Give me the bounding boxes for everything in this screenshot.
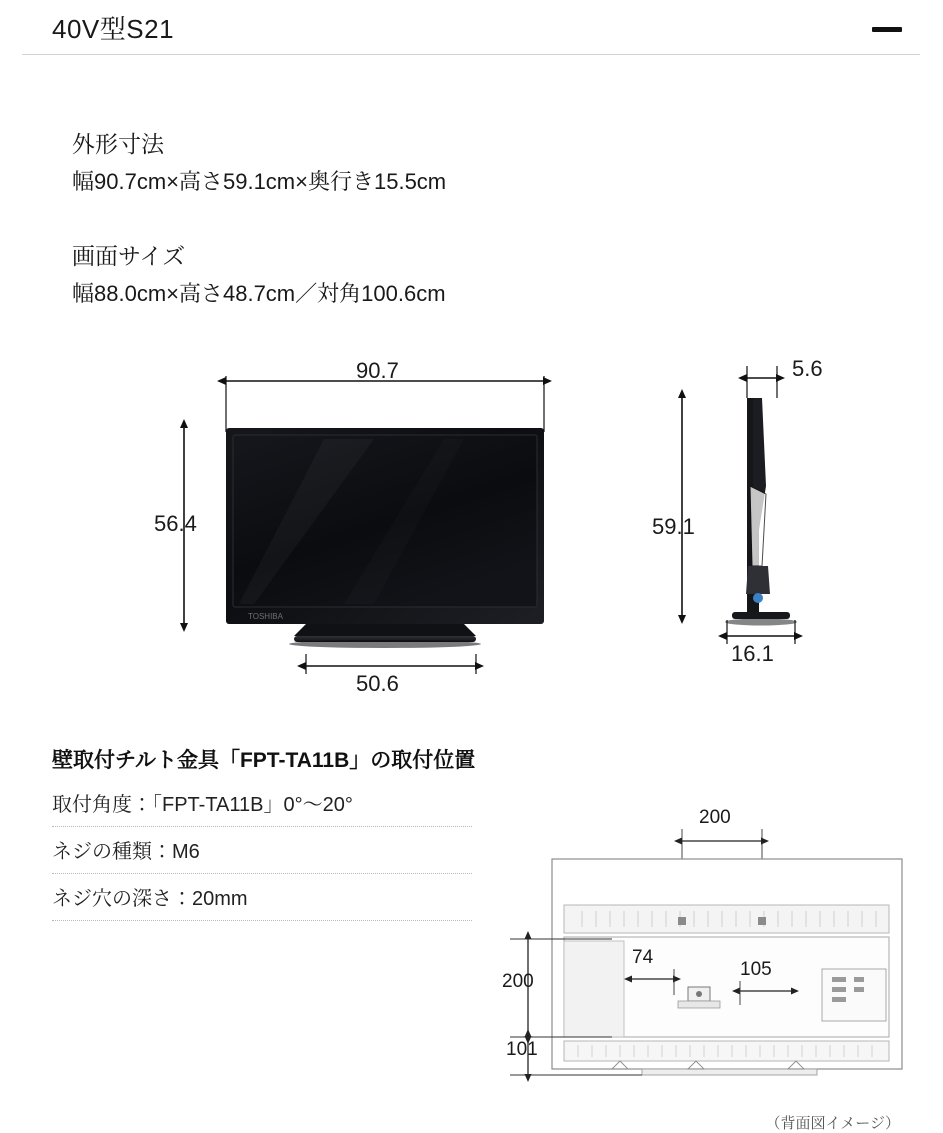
stand-width-label: 50.6 xyxy=(356,671,399,696)
rear-view-svg xyxy=(492,819,922,1109)
rear-top-label: 200 xyxy=(699,807,731,828)
list-item: ネジ穴の深さ：20mm xyxy=(52,874,472,921)
page-title: 40V型S21 xyxy=(52,13,175,44)
wall-mount-section xyxy=(52,744,918,1132)
rear-view-diagram xyxy=(492,807,922,1109)
list-item: 取付角度：「FPT-TA11B」0°〜20° xyxy=(52,788,472,827)
side-top-depth-label: 5.6 xyxy=(792,356,823,381)
rear-view-caption: （背面図イメージ） xyxy=(765,1115,900,1132)
panel-body xyxy=(22,56,920,1132)
rear-left-label: 200 xyxy=(502,971,534,992)
base-depth-label: 16.1 xyxy=(731,641,774,666)
front-width-label: 90.7 xyxy=(356,358,399,383)
screen-size-heading: 画面サイズ xyxy=(72,243,186,269)
dimension-drawings xyxy=(44,336,904,726)
minus-icon-bar xyxy=(872,27,902,32)
rear-inner-label-1: 74 xyxy=(632,947,654,968)
outer-dimensions-heading: 外形寸法 xyxy=(72,131,164,157)
side-height-label: 59.1 xyxy=(652,514,695,539)
list-item: ネジの種類：M6 xyxy=(52,827,472,874)
minus-icon[interactable] xyxy=(870,16,904,42)
wall-mount-spec-list xyxy=(52,788,472,921)
outer-dimensions-block xyxy=(72,126,446,196)
rear-bottom-left-label: 101 xyxy=(506,1039,538,1060)
screen-size-value: 幅88.0cm×高さ48.7cm／対角100.6cm xyxy=(72,281,446,306)
wall-mount-title: 壁取付チルト金具「FPT-TA11B」の取付位置 xyxy=(52,749,476,772)
svg-text:TOSHIBA: TOSHIBA xyxy=(248,612,283,621)
rear-inner-label-2: 105 xyxy=(740,959,772,980)
screen-size-block xyxy=(72,238,446,308)
outer-dimensions-value: 幅90.7cm×高さ59.1cm×奥行き15.5cm xyxy=(72,169,447,194)
panel-header xyxy=(22,0,920,55)
front-height-label: 56.4 xyxy=(154,511,197,536)
